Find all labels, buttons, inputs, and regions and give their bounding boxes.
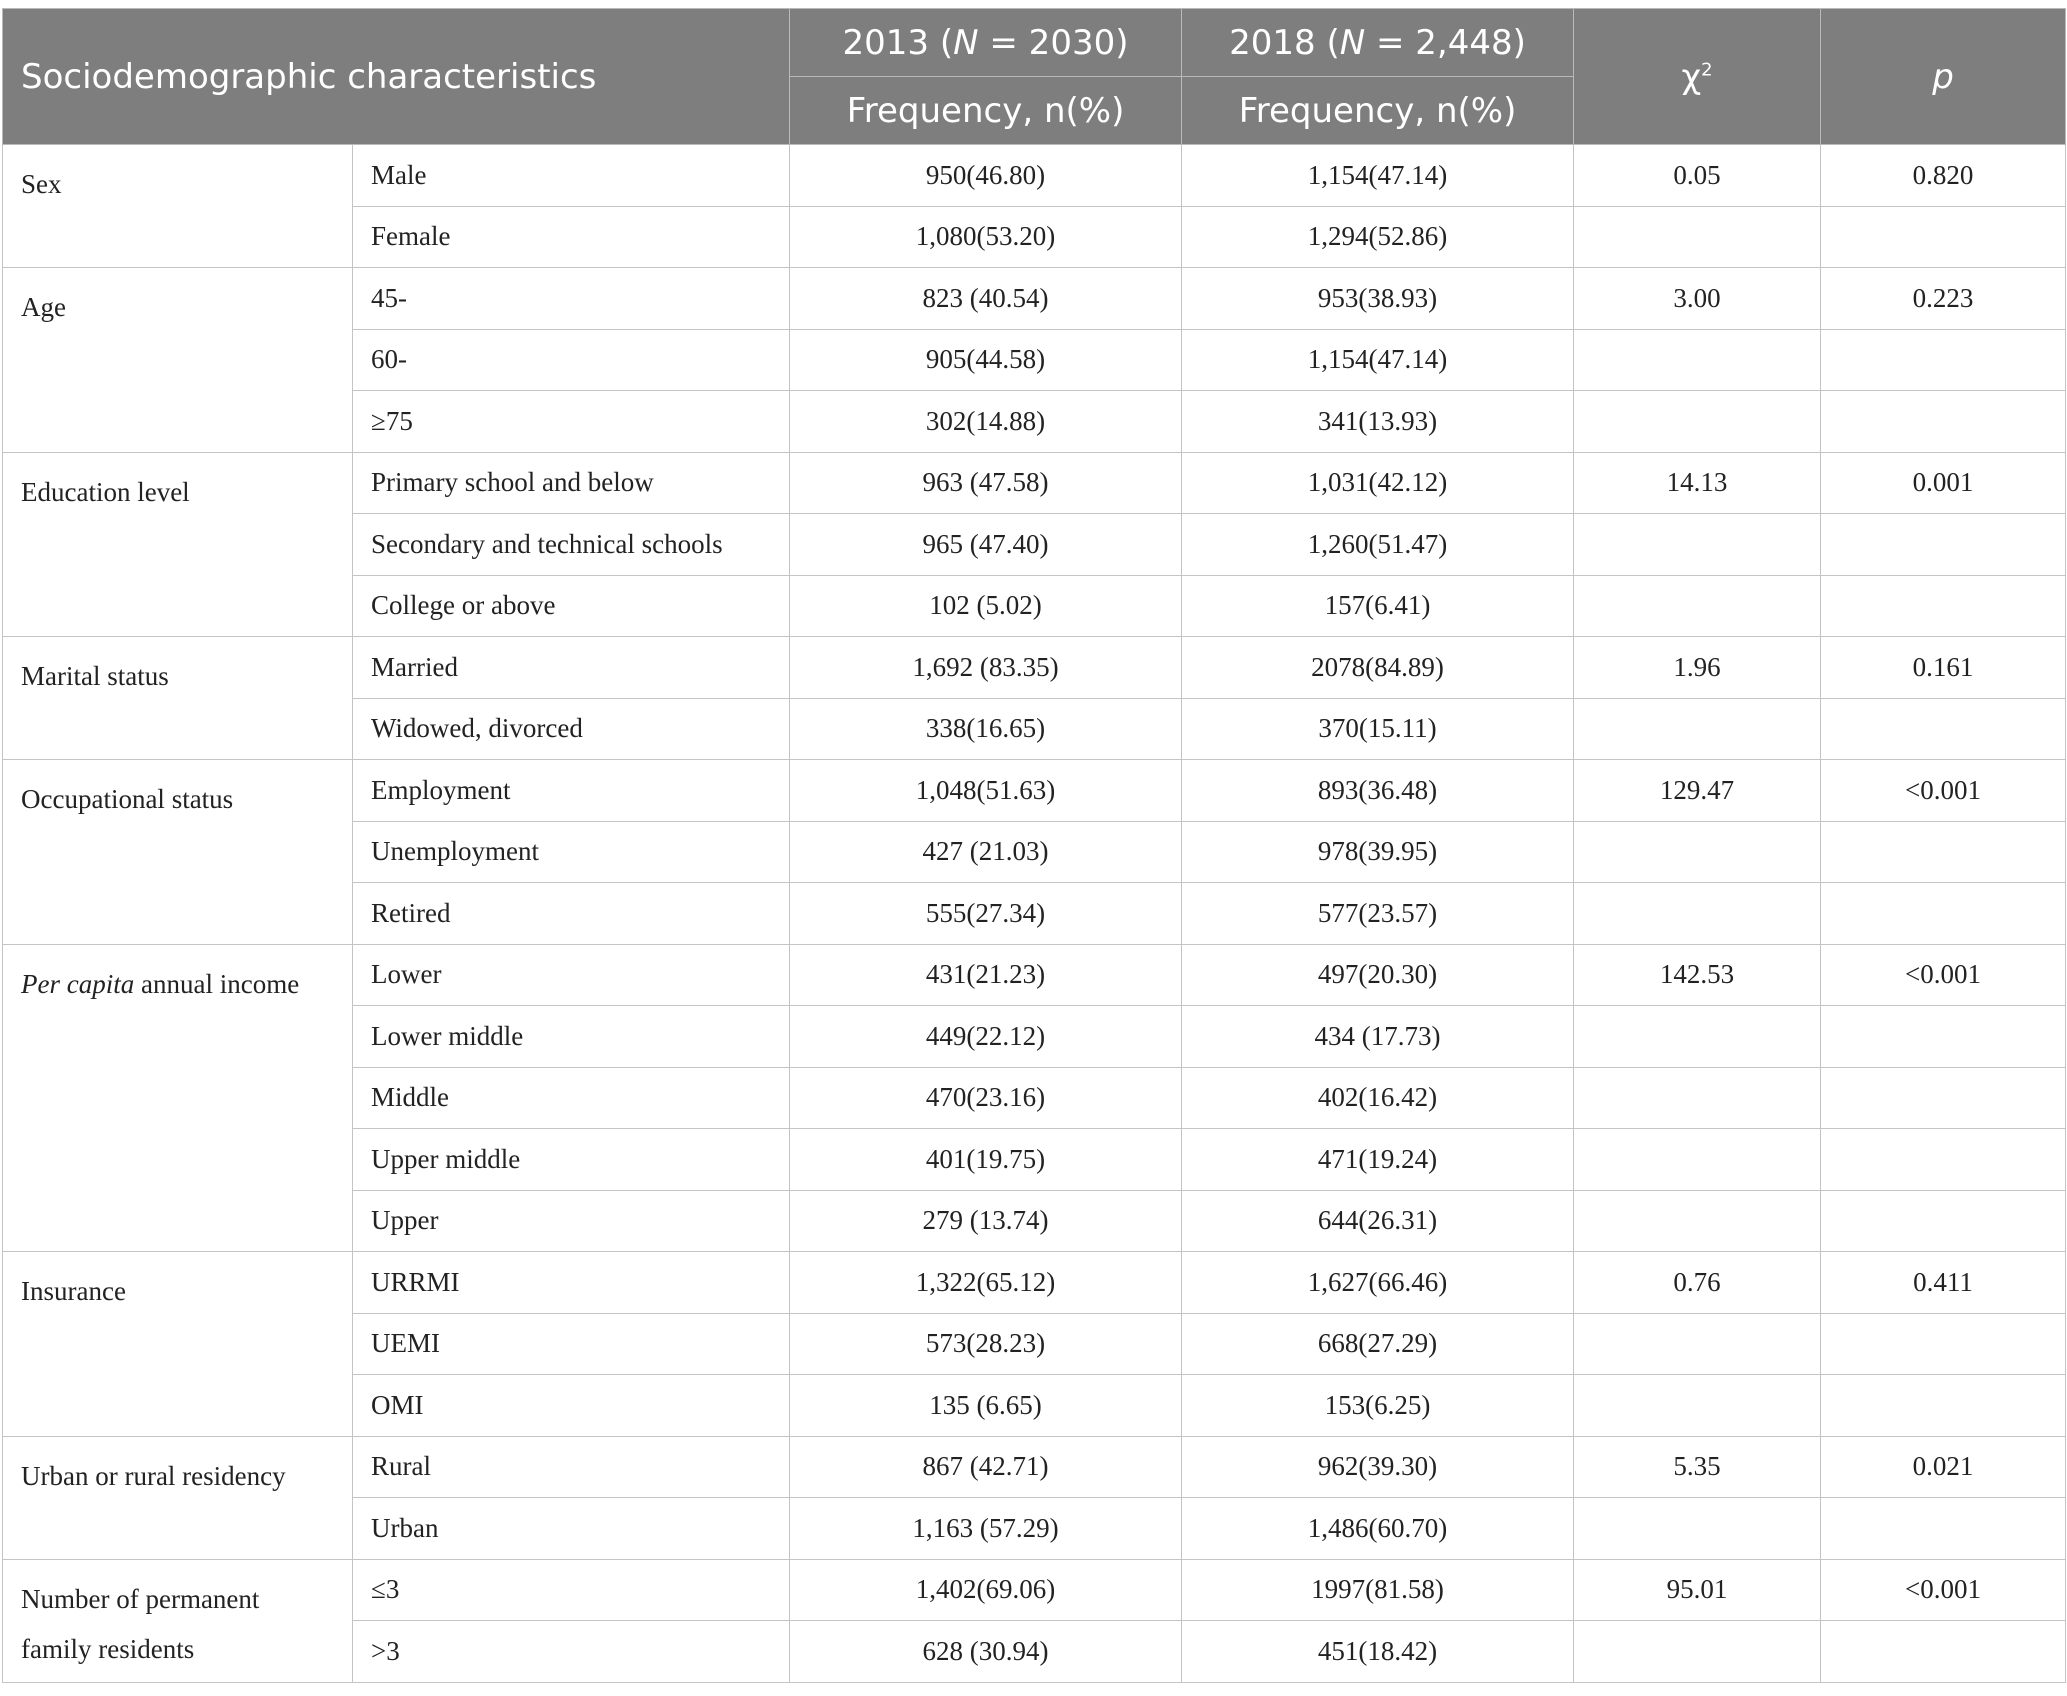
table-row xyxy=(3,1436,2066,1498)
frequency-2018: 153(6.25) xyxy=(1182,1375,1574,1437)
chi-square-value: 0.05 xyxy=(1574,145,1821,207)
subgroup-label: Middle xyxy=(353,1067,790,1129)
frequency-2018: 1,154(47.14) xyxy=(1182,145,1574,207)
frequency-2013: 1,048(51.63) xyxy=(790,760,1182,822)
p-value: <0.001 xyxy=(1821,1559,2066,1621)
frequency-2018: 434 (17.73) xyxy=(1182,1006,1574,1068)
frequency-2018: 402(16.42) xyxy=(1182,1067,1574,1129)
frequency-2018: 471(19.24) xyxy=(1182,1129,1574,1191)
p-value xyxy=(1821,821,2066,883)
chi-square-value xyxy=(1574,1190,1821,1252)
frequency-2018: 2078(84.89) xyxy=(1182,637,1574,699)
frequency-2013: 867 (42.71) xyxy=(790,1436,1182,1498)
chi-square-value xyxy=(1574,1498,1821,1560)
category-cell xyxy=(3,944,353,1252)
p-value xyxy=(1821,883,2066,945)
frequency-2013: 279 (13.74) xyxy=(790,1190,1182,1252)
frequency-2013: 628 (30.94) xyxy=(790,1621,1182,1683)
frequency-2018: 451(18.42) xyxy=(1182,1621,1574,1683)
table-row xyxy=(3,1252,2066,1314)
chi-square-value: 129.47 xyxy=(1574,760,1821,822)
frequency-2018: 370(15.11) xyxy=(1182,698,1574,760)
header-chi-square: $\chi^2$ xyxy=(1574,9,1821,145)
frequency-2013: 1,402(69.06) xyxy=(790,1559,1182,1621)
chi-square-value xyxy=(1574,883,1821,945)
subgroup-label: Urban xyxy=(353,1498,790,1560)
frequency-2013: 823 (40.54) xyxy=(790,268,1182,330)
frequency-2018: 577(23.57) xyxy=(1182,883,1574,945)
category-cell: Insurance xyxy=(3,1252,353,1437)
subgroup-label: Employment xyxy=(353,760,790,822)
frequency-2013: 1,322(65.12) xyxy=(790,1252,1182,1314)
frequency-2018: 962(39.30) xyxy=(1182,1436,1574,1498)
frequency-2018: 497(20.30) xyxy=(1182,944,1574,1006)
chi-square-value xyxy=(1574,1375,1821,1437)
p-value xyxy=(1821,1067,2066,1129)
category-label-italic: Per capita xyxy=(21,968,135,999)
frequency-2018: 1,627(66.46) xyxy=(1182,1252,1574,1314)
header-2018-frequency: Frequency, n(%) xyxy=(1182,77,1574,145)
p-value xyxy=(1821,1006,2066,1068)
frequency-2013: 963 (47.58) xyxy=(790,452,1182,514)
chi-square-value: 0.76 xyxy=(1574,1252,1821,1314)
p-value: <0.001 xyxy=(1821,944,2066,1006)
frequency-2013: 965 (47.40) xyxy=(790,514,1182,576)
category-cell: Age xyxy=(3,268,353,453)
subgroup-label: Married xyxy=(353,637,790,699)
p-value xyxy=(1821,1375,2066,1437)
chi-square-value xyxy=(1574,821,1821,883)
p-value: 0.161 xyxy=(1821,637,2066,699)
p-value: 0.820 xyxy=(1821,145,2066,207)
subgroup-label: ≥75 xyxy=(353,391,790,453)
frequency-2018: 341(13.93) xyxy=(1182,391,1574,453)
header-characteristics: Sociodemographic characteristics xyxy=(3,9,790,145)
header-2013: 2013 (N = 2030) xyxy=(790,9,1182,77)
chi-square-value xyxy=(1574,1621,1821,1683)
subgroup-label: Male xyxy=(353,145,790,207)
subgroup-label: Lower xyxy=(353,944,790,1006)
frequency-2013: 427 (21.03) xyxy=(790,821,1182,883)
p-value xyxy=(1821,329,2066,391)
table-body xyxy=(3,145,2066,1683)
p-value xyxy=(1821,575,2066,637)
p-value xyxy=(1821,1498,2066,1560)
subgroup-label: Lower middle xyxy=(353,1006,790,1068)
header-2013-frequency: Frequency, n(%) xyxy=(790,77,1182,145)
subgroup-label: Upper middle xyxy=(353,1129,790,1191)
p-value: 0.223 xyxy=(1821,268,2066,330)
category-cell: Education level xyxy=(3,452,353,637)
p-value: 0.411 xyxy=(1821,1252,2066,1314)
subgroup-label: Rural xyxy=(353,1436,790,1498)
frequency-2013: 1,080(53.20) xyxy=(790,206,1182,268)
chi-square-value: 1.96 xyxy=(1574,637,1821,699)
chi-square-value xyxy=(1574,698,1821,760)
table-row xyxy=(3,637,2066,699)
subgroup-label: OMI xyxy=(353,1375,790,1437)
chi-square-value: 5.35 xyxy=(1574,1436,1821,1498)
subgroup-label: College or above xyxy=(353,575,790,637)
header-2018: 2018 (N = 2,448) xyxy=(1182,9,1574,77)
frequency-2013: 1,692 (83.35) xyxy=(790,637,1182,699)
chi-square-value xyxy=(1574,329,1821,391)
frequency-2018: 893(36.48) xyxy=(1182,760,1574,822)
chi-square-value xyxy=(1574,575,1821,637)
frequency-2013: 555(27.34) xyxy=(790,883,1182,945)
p-value: <0.001 xyxy=(1821,760,2066,822)
table-row xyxy=(3,145,2066,207)
frequency-2018: 1,260(51.47) xyxy=(1182,514,1574,576)
frequency-2018: 953(38.93) xyxy=(1182,268,1574,330)
frequency-2013: 102 (5.02) xyxy=(790,575,1182,637)
frequency-2018: 1,486(60.70) xyxy=(1182,1498,1574,1560)
frequency-2018: 978(39.95) xyxy=(1182,821,1574,883)
table-row xyxy=(3,760,2066,822)
table-row xyxy=(3,944,2066,1006)
header-p-value: p xyxy=(1821,9,2066,145)
chi-square-value: 95.01 xyxy=(1574,1559,1821,1621)
subgroup-label: >3 xyxy=(353,1621,790,1683)
chi-square-value xyxy=(1574,1313,1821,1375)
frequency-2013: 431(21.23) xyxy=(790,944,1182,1006)
frequency-2018: 1997(81.58) xyxy=(1182,1559,1574,1621)
category-label-rest: annual income xyxy=(134,968,300,999)
table-row xyxy=(3,452,2066,514)
subgroup-label: UEMI xyxy=(353,1313,790,1375)
p-value xyxy=(1821,1129,2066,1191)
frequency-2013: 338(16.65) xyxy=(790,698,1182,760)
sociodemographic-table xyxy=(2,8,2066,1683)
frequency-2013: 302(14.88) xyxy=(790,391,1182,453)
frequency-2013: 950(46.80) xyxy=(790,145,1182,207)
p-value xyxy=(1821,1313,2066,1375)
subgroup-label: Female xyxy=(353,206,790,268)
chi-square-value: 3.00 xyxy=(1574,268,1821,330)
subgroup-label: Upper xyxy=(353,1190,790,1252)
frequency-2013: 573(28.23) xyxy=(790,1313,1182,1375)
frequency-2018: 644(26.31) xyxy=(1182,1190,1574,1252)
p-value xyxy=(1821,514,2066,576)
chi-square-value xyxy=(1574,206,1821,268)
subgroup-label: Primary school and below xyxy=(353,452,790,514)
subgroup-label: Secondary and technical schools xyxy=(353,514,790,576)
frequency-2018: 668(27.29) xyxy=(1182,1313,1574,1375)
frequency-2013: 135 (6.65) xyxy=(790,1375,1182,1437)
subgroup-label: 60- xyxy=(353,329,790,391)
subgroup-label: ≤3 xyxy=(353,1559,790,1621)
p-value: 0.001 xyxy=(1821,452,2066,514)
subgroup-label: Widowed, divorced xyxy=(353,698,790,760)
frequency-2013: 470(23.16) xyxy=(790,1067,1182,1129)
frequency-2018: 157(6.41) xyxy=(1182,575,1574,637)
frequency-2018: 1,294(52.86) xyxy=(1182,206,1574,268)
p-value xyxy=(1821,206,2066,268)
p-value xyxy=(1821,391,2066,453)
table-row xyxy=(3,268,2066,330)
p-value xyxy=(1821,698,2066,760)
p-value: 0.021 xyxy=(1821,1436,2066,1498)
p-value xyxy=(1821,1621,2066,1683)
frequency-2013: 1,163 (57.29) xyxy=(790,1498,1182,1560)
category-cell: Occupational status xyxy=(3,760,353,945)
frequency-2018: 1,031(42.12) xyxy=(1182,452,1574,514)
frequency-2013: 905(44.58) xyxy=(790,329,1182,391)
category-cell: Marital status xyxy=(3,637,353,760)
subgroup-label: Unemployment xyxy=(353,821,790,883)
category-cell: Sex xyxy=(3,145,353,268)
chi-square-value: 14.13 xyxy=(1574,452,1821,514)
subgroup-label: Retired xyxy=(353,883,790,945)
p-value xyxy=(1821,1190,2066,1252)
chi-square-value xyxy=(1574,1006,1821,1068)
category-cell: Number of permanent family residents xyxy=(3,1559,353,1682)
chi-square-value xyxy=(1574,1129,1821,1191)
table-header xyxy=(3,9,2066,145)
table-row xyxy=(3,1559,2066,1621)
subgroup-label: URRMI xyxy=(353,1252,790,1314)
chi-square-value xyxy=(1574,514,1821,576)
chi-square-value xyxy=(1574,1067,1821,1129)
frequency-2013: 449(22.12) xyxy=(790,1006,1182,1068)
frequency-2018: 1,154(47.14) xyxy=(1182,329,1574,391)
category-cell: Urban or rural residency xyxy=(3,1436,353,1559)
chi-square-value: 142.53 xyxy=(1574,944,1821,1006)
chi-square-value xyxy=(1574,391,1821,453)
subgroup-label: 45- xyxy=(353,268,790,330)
frequency-2013: 401(19.75) xyxy=(790,1129,1182,1191)
